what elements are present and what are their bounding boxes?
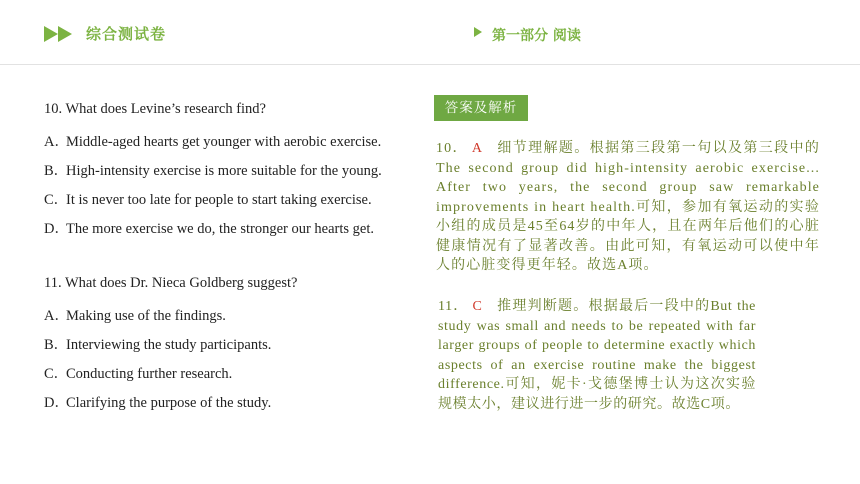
option-text: Conducting further research. <box>66 366 233 382</box>
option-letter: B． <box>44 337 69 353</box>
option-item <box>44 333 271 354</box>
question-stem: 10. What does Levine’s research find? <box>44 101 266 117</box>
option-item <box>44 130 381 151</box>
option-text: Making use of the findings. <box>66 308 226 324</box>
explanation-10 <box>436 139 820 276</box>
option-item <box>44 391 271 412</box>
option-item <box>44 188 372 209</box>
section-title: 第一部分 阅读 <box>492 28 581 44</box>
option-letter: C． <box>44 192 69 208</box>
explanation-11 <box>438 297 756 414</box>
option-text: High-intensity exercise is more suitable for the young. <box>66 163 382 179</box>
option-text: Interviewing the study participants. <box>66 337 272 353</box>
explanation-text: 细节理解题。根据第三段第一句以及第三段中的The second group did high-intensity aerobic exercise... After two years, the second group saw remarkable improvements in heart health.可知，参加有氧运动的实验小组的成员是45至64岁的中年人，且在两年后他们的心脏健康情况有了显著改善。由此可知，有氧运动可以使中年人的心脏变得更年轻。故选A项。 <box>436 141 820 273</box>
option-letter: D． <box>44 221 69 237</box>
header <box>0 0 860 64</box>
explanation-text: 推理判断题。根据最后一段中的But the study was small and needs to be repeated with far larger groups of people to determine exactly which aspects of an exercise routine make the biggest difference.可知，妮卡·戈德堡博士认为这次实验规模太小，建议进行进一步的研究。故选C项。 <box>438 299 756 412</box>
option-letter: C． <box>44 366 69 382</box>
option-item <box>44 362 232 383</box>
fast-forward-icon <box>44 26 74 42</box>
header-divider <box>0 64 860 65</box>
option-letter: A． <box>44 308 69 324</box>
option-letter: A． <box>44 134 69 150</box>
option-text: Middle-aged hearts get younger with aerobic exercise. <box>66 134 382 150</box>
explanation-number: 11． <box>438 299 469 314</box>
option-letter: D． <box>44 395 69 411</box>
option-text: It is never too late for people to start taking exercise. <box>66 192 372 208</box>
explanation-number: 10． <box>436 141 468 156</box>
option-text: Clarifying the purpose of the study. <box>66 395 272 411</box>
option-item <box>44 304 226 325</box>
answer-letter: C <box>472 299 483 314</box>
option-item <box>44 217 374 238</box>
answer-analysis-label: 答案及解析 <box>434 95 528 121</box>
answer-letter: A <box>471 141 484 156</box>
question-stem: 11. What does Dr. Nieca Goldberg suggest? <box>44 275 298 291</box>
triangle-right-icon <box>474 27 482 37</box>
option-text: The more exercise we do, the stronger our hearts get. <box>66 221 375 237</box>
option-letter: B． <box>44 163 69 179</box>
header-title: 综合测试卷 <box>86 25 167 43</box>
option-item <box>44 159 382 180</box>
